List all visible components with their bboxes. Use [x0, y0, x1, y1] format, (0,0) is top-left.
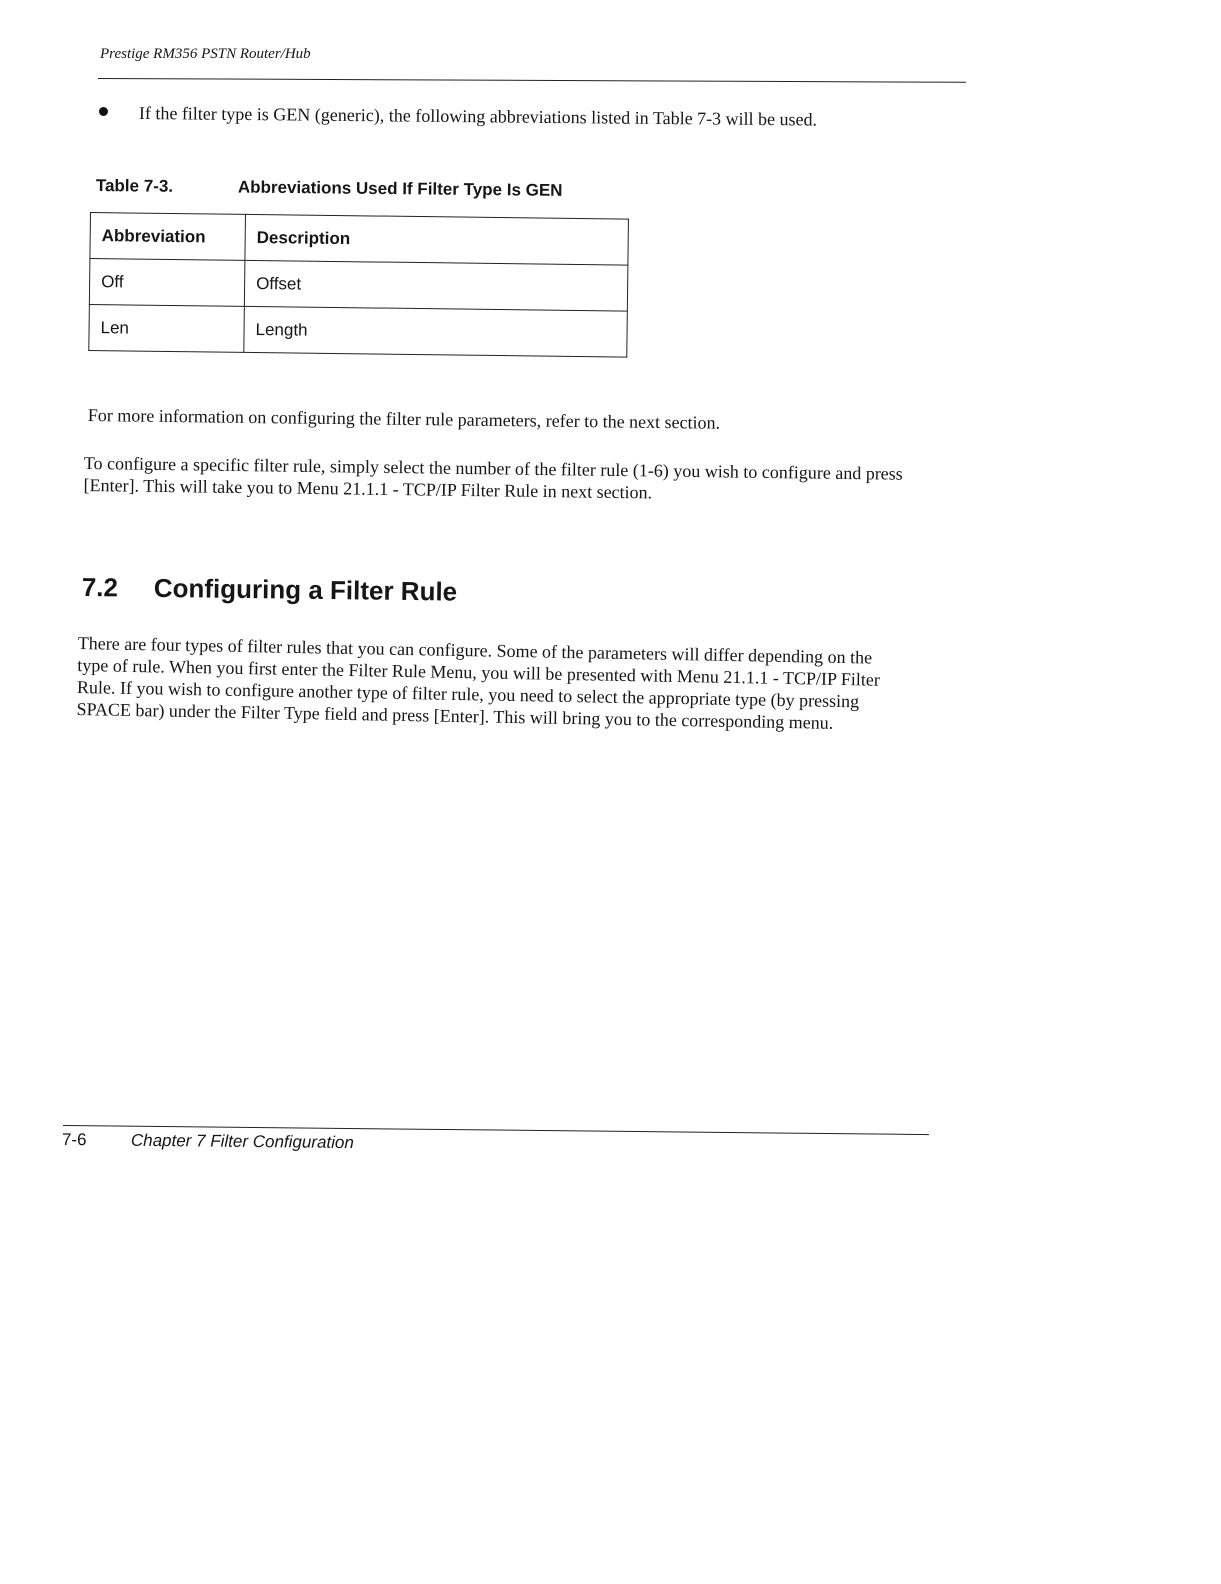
paragraph-configure: To configure a specific filter rule, simply select the number of the filter rule (1-6) you wish to configure and press [Enter]. This will take you to Menu 21.1.1 - TCP/IP Filter Rule in next section.: [83, 452, 903, 503]
table-caption: [96, 176, 563, 201]
section-heading: [82, 572, 458, 608]
section-title: Configuring a Filter Rule: [153, 572, 458, 607]
header-divider: [98, 78, 966, 83]
table-cell: Offset: [244, 260, 628, 311]
table-caption-title: Abbreviations Used If Filter Type Is GEN: [237, 177, 563, 200]
paragraph-filter-types: There are four types of filter rules that you can configure. Some of the parameters will differ depending on the type of rule. When you first enter the Filter Rule Menu, you will be presented with Menu 21.1.1 - TCP/IP Filter Rule. If you wish to configure another type of filter rule, you need to select the appropriate type (by pressing SPACE bar) under the Filter Type field and press [Enter]. This will bring you to the corresponding menu.: [76, 632, 880, 733]
table-cell: Length: [244, 306, 628, 357]
bullet-point-icon: [99, 107, 108, 116]
table-header-cell: Abbreviation: [90, 213, 246, 261]
table-caption-number: Table 7-3.: [95, 176, 174, 196]
bullet-text: If the filter type is GEN (generic), the following abbreviations listed in Table 7-3 will be used.: [138, 102, 818, 130]
table-cell: Len: [89, 304, 245, 352]
paragraph-more-info: For more information on configuring the filter rule parameters, refer to the next section.: [87, 404, 721, 433]
section-number: 7.2: [81, 572, 119, 603]
table-header-cell: Description: [245, 214, 629, 265]
table-header-row: [90, 213, 629, 266]
page-footer: [62, 1130, 354, 1153]
table-row: [89, 304, 628, 357]
table-cell: Off: [89, 259, 245, 307]
running-header: Prestige RM356 PSTN Router/Hub: [100, 46, 311, 62]
page-number: 7-6: [61, 1130, 87, 1150]
chapter-title: Chapter 7 Filter Configuration: [130, 1130, 354, 1153]
table-row: [89, 259, 628, 312]
abbreviations-table: [88, 212, 629, 358]
